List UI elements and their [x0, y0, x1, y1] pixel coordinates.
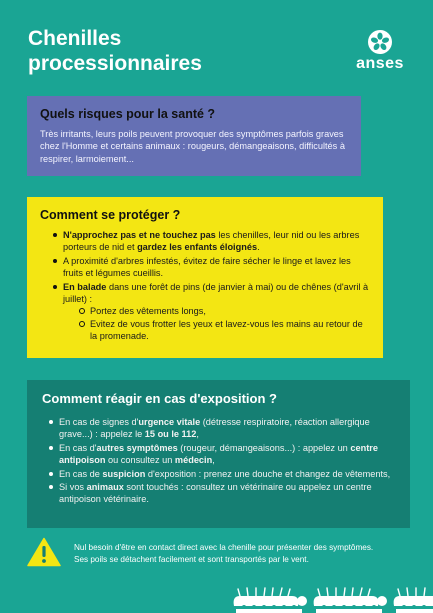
react-box	[27, 380, 410, 528]
sub-list-item: Evitez de vous frotter les yeux et lavez-vous les mains au retour de la promenade.	[79, 318, 370, 343]
list-item: En cas de suspicion d'exposition : prenez une douche et changez de vêtements,	[49, 468, 397, 480]
sub-list-item: Portez des vêtements longs,	[79, 305, 370, 317]
list-item: En cas de signes d'urgence vitale (détresse respiratoire, réaction allergique grave...) : appelez le 15 ou le 112,	[49, 416, 397, 441]
risks-box	[27, 96, 361, 176]
warning-text	[74, 542, 420, 566]
risks-text: Très irritants, leurs poils peuvent provoquer des symptômes parfois graves chez l'Homme et certains animaux : rougeurs, démangeaisons, difficultés à respirer, larmoiement...	[40, 129, 345, 164]
react-list	[42, 416, 397, 506]
page-title	[28, 26, 202, 76]
protect-list	[40, 229, 370, 343]
react-heading: Comment réagir en cas d'exposition ?	[42, 391, 277, 406]
logo-brand-name: anses	[356, 55, 404, 72]
list-item: En balade dans une forêt de pins (de janvier à mai) ou de chênes (d'avril à juillet) : Portez des vêtements longs, Evitez de vous frotter les yeux et lavez-vous les mains au retour de la promenade.	[53, 281, 370, 343]
warning-line-2: Ses poils se détachent facilement et sont transportés par le vent.	[74, 555, 309, 564]
protect-sublist	[63, 305, 370, 342]
risks-heading: Quels risques pour la santé ?	[40, 107, 216, 121]
list-item: Si vos animaux sont touchés : consultez un vétérinaire ou appelez un centre antipoison vétérinaire.	[49, 481, 397, 506]
title-line-1: Chenilles	[28, 27, 122, 50]
protect-box	[27, 197, 383, 358]
anses-flower-icon	[367, 29, 393, 55]
anses-logo	[351, 29, 409, 74]
caterpillar-procession-icon	[228, 576, 433, 613]
protect-heading: Comment se protéger ?	[40, 208, 181, 222]
warning-line-1: Nul besoin d'être en contact direct avec la chenille pour présenter des symptômes.	[74, 543, 374, 552]
warning-triangle-icon	[27, 537, 61, 567]
title-line-2: processionnaires	[28, 52, 202, 75]
list-item: En cas d'autres symptômes (rougeur, démangeaisons...) : appelez un centre antipoison ou consultez un médecin,	[49, 442, 397, 467]
list-item: N'approchez pas et ne touchez pas les chenilles, leur nid ou les arbres porteurs de nid et gardez les enfants éloignés.	[53, 229, 370, 254]
list-item: A proximité d'arbres infestés, évitez de faire sécher le linge et lavez les fruits et légumes cueillis.	[53, 255, 370, 280]
